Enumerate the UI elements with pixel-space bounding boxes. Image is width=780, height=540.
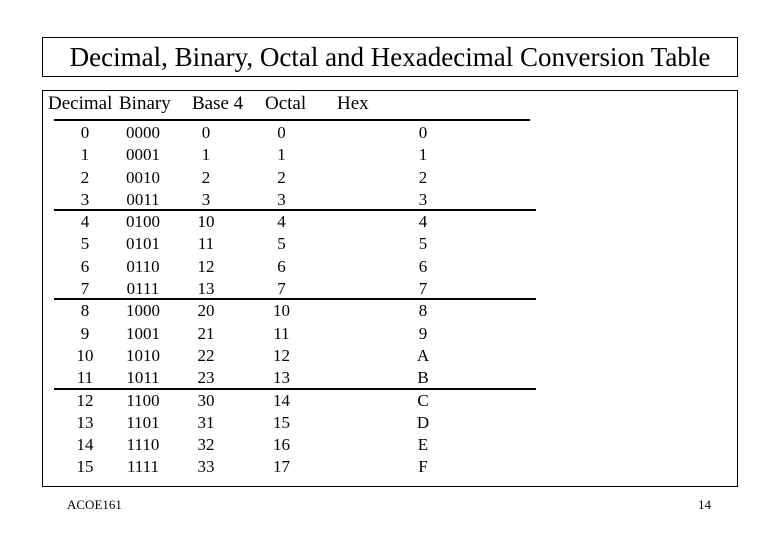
table-cell: B	[417, 368, 429, 388]
table-cell: 1	[277, 145, 286, 165]
table-cell: 1	[201, 145, 211, 165]
table-cell: 5	[418, 234, 428, 254]
header-hex: Hex	[337, 93, 369, 114]
course-code: ACOE161	[67, 497, 122, 512]
table-cell: 13	[197, 279, 215, 299]
table-cell: 13	[273, 368, 290, 388]
table-cell: 7	[277, 279, 286, 299]
table-cell: E	[417, 435, 429, 455]
table-cell: 23	[197, 368, 215, 388]
table-cell: 0010	[126, 167, 160, 187]
table-cell: 1111	[126, 457, 160, 477]
slide-title: Decimal, Binary, Octal and Hexadecimal Conversion Table	[42, 37, 738, 77]
table-cell: 10	[197, 212, 215, 232]
table-cell: 1101	[126, 412, 160, 432]
table-cell: 14	[76, 435, 94, 455]
table-cell: 3	[277, 189, 286, 209]
table-cell: 2	[201, 167, 211, 187]
table-cell: 30	[197, 390, 215, 410]
table-cell: 2	[80, 167, 90, 187]
table-cell: 9	[418, 323, 428, 343]
table-cell: 6	[418, 256, 428, 276]
table-cell: 11	[273, 323, 290, 343]
table-cell: 12	[273, 345, 290, 365]
table-cell: 32	[197, 435, 215, 455]
table-cell: 1000	[126, 301, 160, 321]
table-cell: 1010	[126, 345, 160, 365]
table-cell: 15	[273, 412, 290, 432]
table-cell: 0000	[126, 123, 160, 142]
table-cell: 0100	[126, 212, 160, 232]
table-cell: D	[416, 412, 430, 432]
table-cell: 1	[80, 145, 90, 165]
table-cell: 0	[418, 123, 428, 142]
table-cell: 1011	[126, 368, 160, 388]
header-octal: Octal	[265, 93, 307, 114]
table-cell: 1100	[126, 390, 160, 410]
page-number: 14	[698, 497, 711, 512]
table-cell: 0101	[126, 234, 160, 254]
column-binary	[117, 122, 169, 479]
table-cell: 0	[201, 123, 211, 142]
table-cell: C	[417, 390, 429, 410]
table-cell: F	[418, 457, 428, 477]
table-cell: 8	[80, 301, 90, 321]
table-cell: 4	[80, 212, 90, 232]
table-cell: 13	[76, 412, 94, 432]
column-base4	[181, 122, 231, 479]
header-base4: Base 4	[192, 93, 244, 114]
table-cell: 1110	[126, 435, 160, 455]
table-cell: 11	[76, 368, 94, 388]
table-cell: 3	[418, 189, 428, 209]
table-cell: 9	[80, 323, 90, 343]
header-decimal: Decimal	[48, 93, 113, 114]
table-cell: 4	[418, 212, 428, 232]
table-cell: 14	[273, 390, 290, 410]
table-cell: 3	[80, 189, 90, 209]
table-cell: 5	[80, 234, 90, 254]
table-cell: 7	[418, 279, 428, 299]
table-cell: 12	[197, 256, 215, 276]
table-cell: 7	[80, 279, 90, 299]
header-rule	[54, 119, 530, 121]
table-cell: 0001	[126, 145, 160, 165]
table-cell: 6	[80, 256, 90, 276]
table-cell: 16	[273, 435, 290, 455]
table-cell: 5	[277, 234, 286, 254]
table-cell: 6	[277, 256, 286, 276]
column-hex	[398, 122, 448, 479]
table-cell: 15	[76, 457, 94, 477]
table-cell: 0011	[126, 189, 160, 209]
table-cell: 2	[277, 167, 286, 187]
table-cell: 1001	[126, 323, 160, 343]
column-decimal	[59, 122, 111, 479]
column-octal	[254, 122, 309, 479]
table-cell: 2	[418, 167, 428, 187]
table-cell: 1	[418, 145, 428, 165]
table-cell: 0111	[126, 279, 160, 299]
table-cell: 0110	[126, 256, 160, 276]
table-cell: 31	[197, 412, 215, 432]
table-cell: 0	[277, 123, 286, 142]
table-cell: 20	[197, 301, 215, 321]
table-cell: 0	[80, 123, 90, 142]
table-cell: 10	[76, 345, 94, 365]
table-cell: A	[416, 345, 430, 365]
table-cell: 11	[197, 234, 215, 254]
table-cell: 8	[418, 301, 428, 321]
table-cell: 21	[197, 323, 215, 343]
table-cell: 3	[201, 189, 211, 209]
table-cell: 10	[273, 301, 290, 321]
table-cell: 4	[277, 212, 286, 232]
header-binary: Binary	[119, 93, 171, 114]
table-cell: 22	[197, 345, 215, 365]
table-cell: 33	[197, 457, 215, 477]
table-cell: 12	[76, 390, 94, 410]
table-cell: 17	[273, 457, 290, 477]
